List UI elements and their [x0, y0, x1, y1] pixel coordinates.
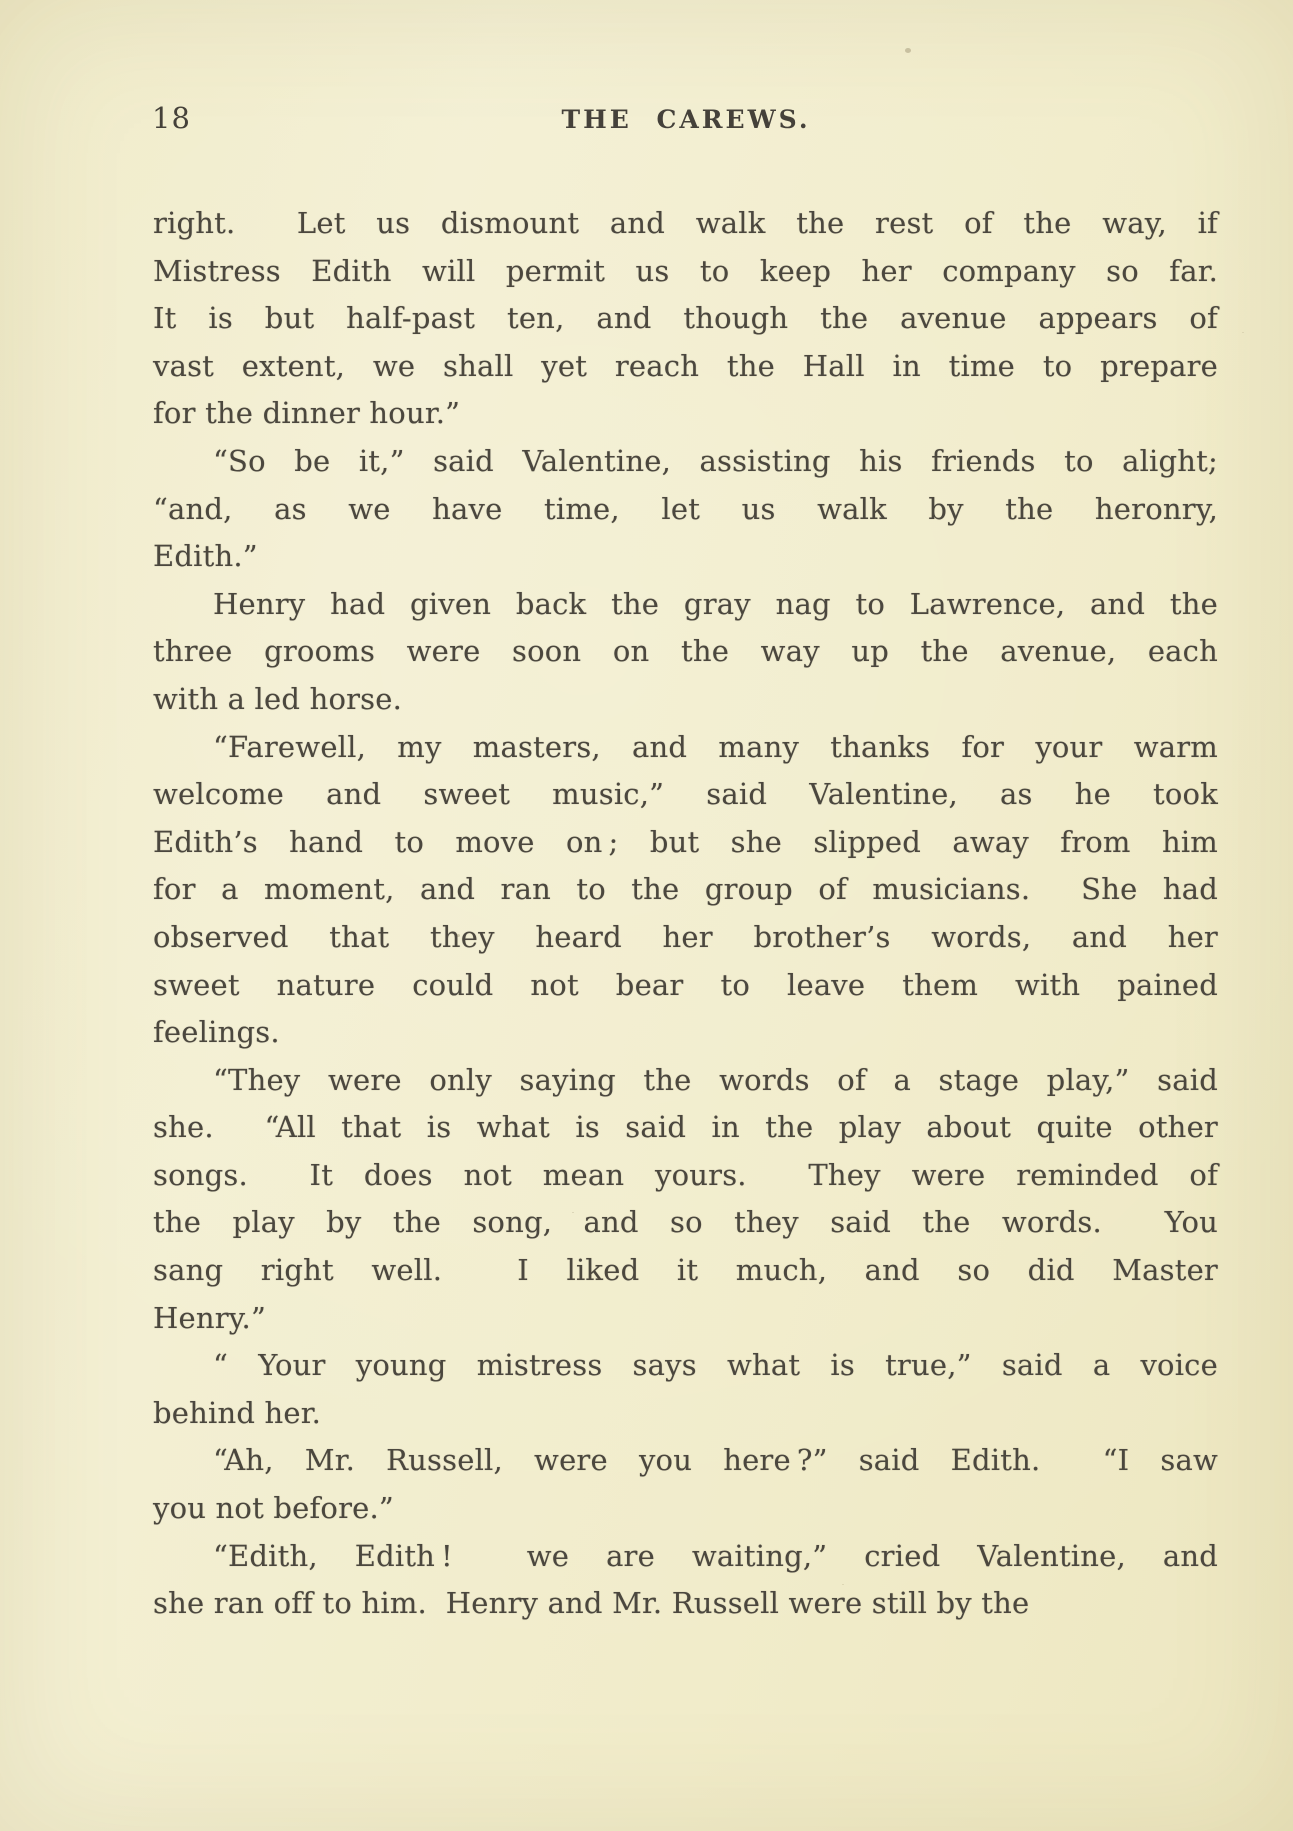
- text-line: “Farewell, my masters, and many thanks for your warm: [213, 729, 1218, 764]
- text-line: for a moment, and ran to the group of musicians. She had: [153, 872, 1218, 907]
- text-line: observed that they heard her brother’s words, and her: [153, 919, 1218, 954]
- text-line: she. “All that is what is said in the play about quite other: [153, 1110, 1218, 1145]
- text-line: sang right well. I liked it much, and so did Master: [153, 1253, 1218, 1288]
- text-line: the play by the song, and so they said the words. You: [153, 1205, 1218, 1240]
- text-line: right. Let us dismount and walk the rest of the way, if: [153, 206, 1218, 240]
- text-line: welcome and sweet music,” said Valentine, as he took: [153, 777, 1218, 812]
- text-line: Edith.”: [153, 539, 258, 574]
- paper-speck: [905, 48, 911, 53]
- text-line: she ran off to him. Henry and Mr. Russell were still by the: [153, 1586, 1030, 1621]
- text-line: songs. It does not mean yours. They were reminded of: [153, 1157, 1218, 1192]
- text-line: Henry had given back the gray nag to Lawrence, and the: [213, 586, 1218, 621]
- text-line: behind her.: [153, 1395, 322, 1430]
- body-text: [153, 200, 1218, 1628]
- text-line: three grooms were soon on the way up the avenue, each: [153, 634, 1218, 669]
- text-line: Henry.”: [153, 1300, 266, 1335]
- text-line: with a led horse.: [153, 681, 403, 716]
- text-line: “Ah, Mr. Russell, were you here ?” said Edith. “I saw: [213, 1443, 1218, 1478]
- text-line: feelings.: [153, 1015, 280, 1050]
- text-line: “ Your young mistress says what is true,” said a voice: [213, 1348, 1218, 1383]
- text-line: It is but half-past ten, and though the avenue appears of: [153, 301, 1218, 336]
- running-title: THE CAREWS.: [561, 105, 811, 134]
- text-line: Mistress Edith will permit us to keep her company so far.: [153, 253, 1218, 288]
- text-line: “They were only saying the words of a stage play,” said: [213, 1062, 1218, 1097]
- text-line: Edith’s hand to move on ; but she slipped away from him: [153, 824, 1218, 859]
- text-line: “and, as we have time, let us walk by the heronry,: [153, 491, 1218, 526]
- text-line: for the dinner hour.”: [153, 396, 461, 431]
- text-line: “Edith, Edith ! we are waiting,” cried Valentine, and: [213, 1538, 1218, 1573]
- text-line: vast extent, we shall yet reach the Hall in time to prepare: [153, 348, 1218, 383]
- text-line: sweet nature could not bear to leave them with pained: [153, 967, 1218, 1002]
- text-line: “So be it,” said Valentine, assisting his friends to alight;: [213, 443, 1218, 478]
- page-number: 18: [152, 101, 191, 135]
- text-line: you not before.”: [153, 1491, 394, 1526]
